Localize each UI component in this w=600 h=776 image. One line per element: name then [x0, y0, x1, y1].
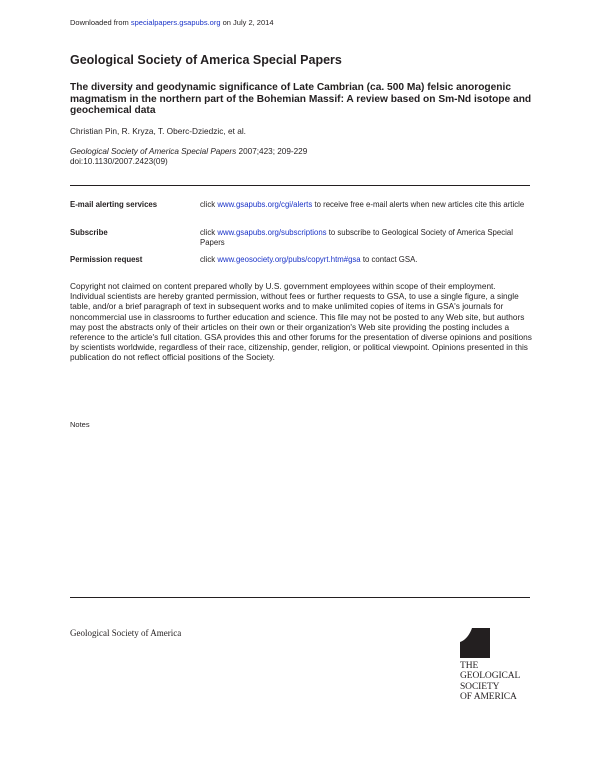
- download-prefix: Downloaded from: [70, 18, 129, 27]
- logo-line: OF AMERICA: [460, 691, 517, 702]
- service-suffix: to receive free e-mail alerts when new articles cite this article: [314, 200, 525, 209]
- logo-line: THE: [460, 661, 479, 671]
- citation: [70, 147, 307, 167]
- download-source-link[interactable]: specialpapers.gsapubs.org: [130, 18, 221, 27]
- service-suffix: to contact GSA.: [362, 255, 418, 264]
- service-text-subscribe: [200, 228, 530, 247]
- service-prefix: click: [200, 228, 216, 237]
- subscribe-link[interactable]: www.gsapubs.org/subscriptions: [217, 228, 327, 237]
- service-prefix: click: [200, 255, 216, 264]
- bottom-divider: [70, 597, 530, 598]
- notes-label: Notes: [70, 420, 90, 429]
- service-suffix: to subscribe to Geological Society of America Special Papers: [200, 228, 513, 247]
- publisher-name: Geological Society of America: [70, 628, 182, 638]
- citation-journal: Geological Society of America Special Papers: [70, 147, 237, 156]
- service-label-permission: Permission request: [70, 255, 143, 264]
- service-text-email-alerts: [200, 200, 530, 210]
- citation-doi: doi:10.1130/2007.2423(09): [70, 157, 168, 166]
- article-title: The diversity and geodynamic significance of Late Cambrian (ca. 500 Ma) felsic anorogenic magmatism in the northern part of the Bohemian Massif: A review based on Sm-Nd isotope and geochemical data: [70, 82, 532, 116]
- logo-line: SOCIETY: [460, 681, 500, 692]
- service-label-email-alerts: E-mail alerting services: [70, 200, 158, 209]
- service-prefix: click: [200, 200, 216, 209]
- gsa-logo-wordmark: [460, 661, 520, 702]
- top-divider: [70, 185, 530, 186]
- logo-line: GEOLOGICAL: [460, 671, 521, 682]
- journal-title: Geological Society of America Special Papers: [70, 53, 342, 67]
- service-text-permission: [200, 255, 530, 265]
- email-alerts-link[interactable]: www.gsapubs.org/cgi/alerts: [217, 200, 313, 209]
- permission-link[interactable]: www.geosociety.org/pubs/copyrt.htm#gsa: [217, 255, 361, 264]
- authors: Christian Pin, R. Kryza, T. Oberc-Dziedzic, et al.: [70, 126, 246, 136]
- copyright-notice: Copyright not claimed on content prepared wholly by U.S. government employees within scope of their employment. Individual scientists are hereby granted permission, without fees or further requests to GSA, to use a single figure, a single table, and/or a brief paragraph of text in subsequent works and to make unlimited copies of items in GSA's journals for noncommercial use in classrooms to further education and science. This file may not be posted to any Web site, but authors may post the abstracts only of their articles on their own or their organization's Web site providing the posting includes a reference to the article's full citation. GSA provides this and other forums for the presentation of diverse opinions and positions by scientists worldwide, regardless of their race, citizenship, gender, religion, or political viewpoint. Opinions presented in this publication do not reflect official positions of the Society.: [70, 281, 532, 363]
- download-notice: [70, 18, 274, 27]
- citation-volume-pages: 2007;423; 209-229: [238, 147, 308, 156]
- gsa-logo-icon: [460, 628, 490, 663]
- download-date: on July 2, 2014: [222, 18, 274, 27]
- service-label-subscribe: Subscribe: [70, 228, 108, 237]
